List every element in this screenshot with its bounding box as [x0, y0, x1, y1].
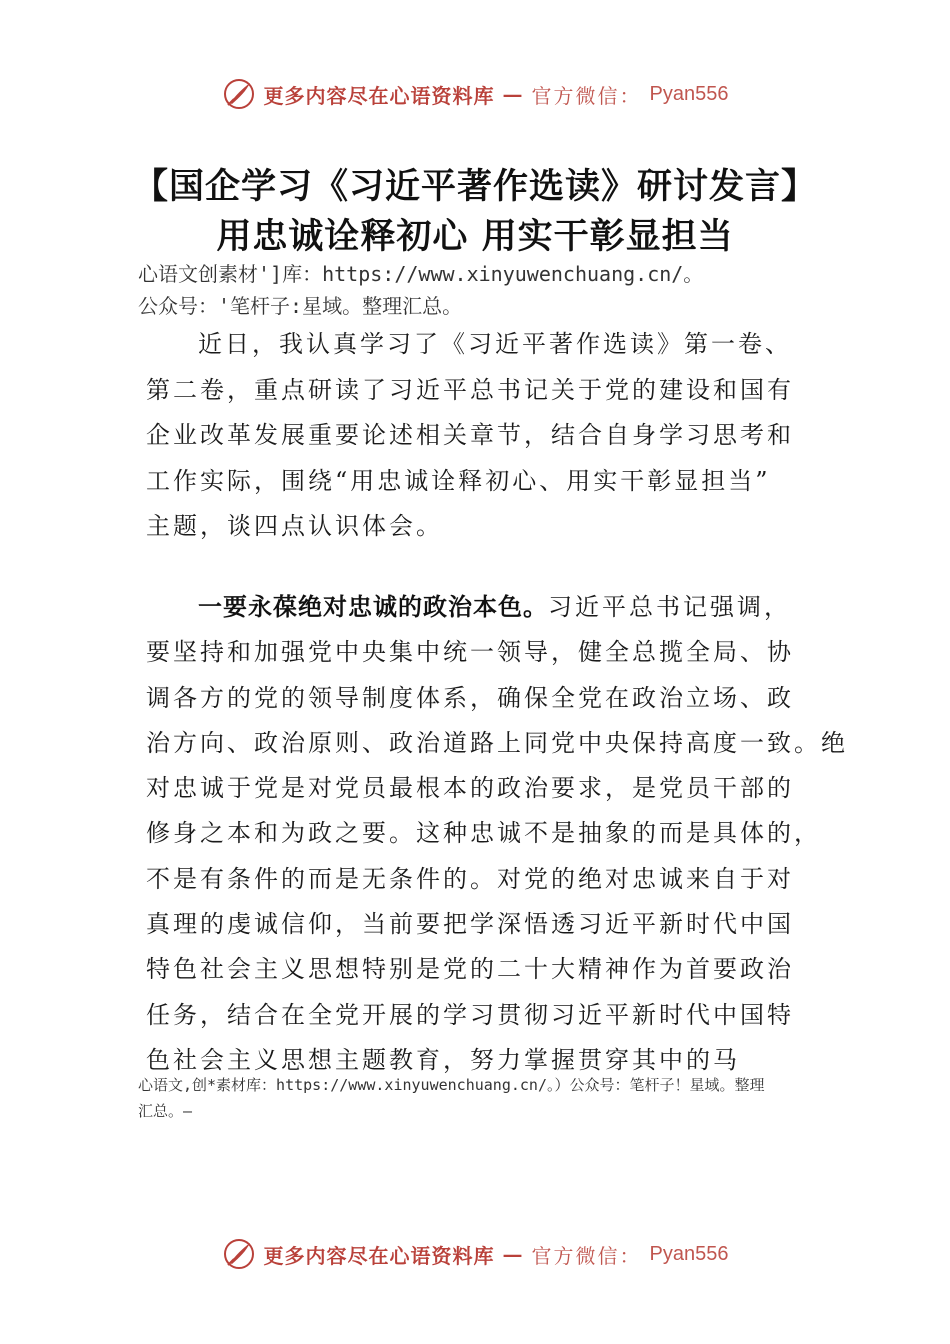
heading-rest: 习近平总书记强调， — [548, 593, 791, 621]
footnote — [138, 1072, 828, 1124]
paragraph-line: 对忠诚于党是对党员最根本的政治要求，是党员干部的 — [146, 774, 794, 803]
paragraph-line: 修身之本和为政之要。这种忠诚不是抽象的而是具体的， — [146, 819, 821, 848]
paragraph-line: 工作实际，围绕“用忠诚诠释初心、用实干彰显担当” — [146, 466, 771, 495]
section-heading: 一要永葆绝对忠诚的政治本色。 — [198, 593, 548, 621]
intro-paragraph — [146, 322, 826, 550]
footnote-line1: 心语文,创*素材库：https://www.xinyuwenchuang.cn/。）公众号：笔杆子！星域。整理 — [138, 1076, 765, 1094]
source-note-line1: 心语文创素材']库：https://www.xinyuwenchuang.cn/。 — [138, 262, 704, 286]
document-title-line1: 【国企学习《习近平著作选读》研讨发言】 — [132, 167, 817, 207]
paragraph-line: 主题，谈四点认识体会。 — [146, 512, 443, 540]
banner-dash: — — [502, 1242, 524, 1266]
quill-logo-icon — [222, 1237, 256, 1271]
footnote-line2: 汇总。— — [138, 1102, 193, 1120]
wechat-label: 官方微信： — [531, 83, 642, 108]
paragraph-line: 第二卷，重点研读了习近平总书记关于党的建设和国有 — [146, 375, 794, 404]
paragraph-line: 真理的虔诚信仰，当前要把学深悟透习近平新时代中国 — [146, 910, 794, 939]
wechat-label: 官方微信： — [531, 1243, 642, 1268]
wechat-id: Pyan556 — [649, 1242, 729, 1265]
source-note-line2: 公众号：'笔杆子:星域。整理汇总。 — [138, 294, 463, 318]
header-banner — [0, 74, 950, 114]
paragraph-line: 企业改革发展重要论述相关章节，结合自身学习思考和 — [146, 421, 794, 449]
paragraph-line: 任务，结合在全党开展的学习贯彻习近平新时代中国特 — [146, 1000, 794, 1029]
paragraph-first-line — [146, 585, 826, 630]
library-text: 更多内容尽在心语资料库 — [263, 1243, 495, 1268]
paragraph-line: 不是有条件的而是无条件的。对党的绝对忠诚来自于对 — [146, 864, 794, 893]
point-one-paragraph — [146, 585, 848, 1083]
wechat-id: Pyan556 — [649, 82, 729, 105]
footer-banner — [0, 1234, 950, 1274]
quill-logo-icon — [222, 77, 256, 111]
paragraph-line: 色社会主义思想主题教育，努力掌握贯穿其中的马 — [146, 1045, 740, 1074]
paragraph-line: 调各方的党的领导制度体系，确保全党在政治立场、政 — [146, 683, 794, 712]
paragraph-line: 特色社会主义思想特别是党的二十大精神作为首要政治 — [146, 955, 794, 984]
banner-dash: — — [502, 82, 524, 106]
paragraph-line: 近日，我认真学习了《习近平著作选读》第一卷、 — [198, 330, 792, 358]
document-title-line2: 用忠诚诠释初心 用实干彰显担当 — [216, 217, 734, 257]
paragraph-line: 治方向、政治原则、政治道路上同党中央保持高度一致。绝 — [146, 728, 848, 757]
library-text: 更多内容尽在心语资料库 — [263, 83, 495, 108]
paragraph-line: 要坚持和加强党中央集中统一领导，健全总揽全局、协 — [146, 638, 794, 667]
